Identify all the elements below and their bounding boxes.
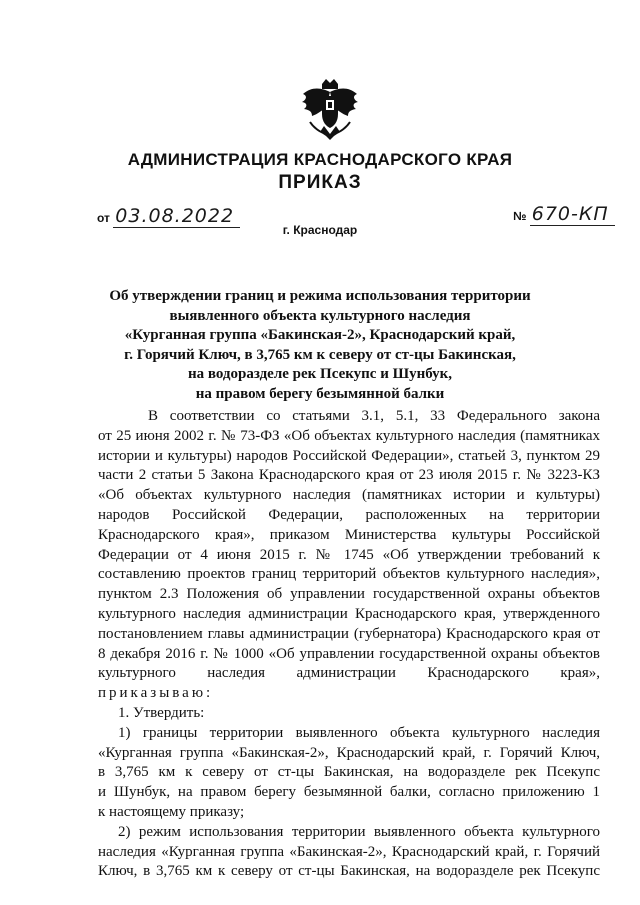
document-body [98,407,600,882]
title-line: выявленного объекта культурного наследия [169,307,471,324]
body-line: Федерации от 4 июня 2015 г. № 1745 «Об утверждении требований к [98,546,600,563]
city: г. Краснодар [282,223,358,237]
body-line: культурного наследия администрации Краснодарского края», [98,665,600,682]
body-line: части 2 статьи 5 Закона Краснодарского края от 23 июля 2015 г. № 3223-КЗ [98,467,600,484]
number-prefix: № [513,209,527,223]
body-line-order-word: приказываю: [98,685,214,702]
body-line: «Курганная группа «Бакинская-2», Краснодарский край, г. Горячий Ключ, [98,744,600,761]
coat-of-arms-icon [300,78,360,140]
body-line: 2) режим использования территории выявленного объекта культурного [118,823,600,840]
body-line: 8 декабря 2016 г. № 1000 «Об управлении государственной охраны объектов [98,645,600,662]
body-line: 1. Утвердить: [118,704,205,721]
organization-name: АДМИНИСТРАЦИЯ КРАСНОДАРСКОГО КРАЯ [127,150,513,169]
title-line: на водоразделе рек Псекупс и Шунбук, [187,366,453,382]
body-line: культурного наследия администрации Краснодарского края, утвержденного [98,605,600,622]
document-type: ПРИКАЗ [278,172,362,193]
body-line: В соответствии со статьями 3.1, 5.1, 33 Федерального закона [148,408,600,424]
body-line: от 25 июня 2002 г. № 73-ФЗ «Об объектах культурного наследия (памятниках [98,427,600,444]
title-line: «Курганная группа «Бакинская-2», Краснодарский край, [124,327,516,343]
body-line: истории и культуры) народов Российской Федерации», статьей 3, пунктом 29 [98,447,600,464]
body-line: Краснодарского края», приказом Министерства культуры Российской [98,526,600,543]
body-line: Ключ, в 3,765 км к северу от ст-цы Бакинская, на водоразделе рек Псекупс [98,863,600,880]
document-title [90,287,550,404]
handwritten-number: 670-КП [530,203,615,226]
body-line: 1) границы территории выявленного объекта культурного наследия [118,724,600,741]
handwritten-date: 03.08.2022 [113,205,240,228]
body-line: к настоящему приказу; [98,803,245,820]
body-line: и Шунбук, на правом берегу безымянной балки, согласно приложению 1 [98,784,600,801]
body-line: наследия «Курганная группа «Бакинская-2», Краснодарский край, г. Горячий [98,843,600,860]
title-line: Об утверждении границ и режима использования территории [109,288,531,304]
body-line: народов Российской Федерации, расположенных на территории [98,506,600,523]
body-line: составлению проектов границ территорий объектов культурного наследия», [98,566,600,583]
date-prefix: от [97,211,110,225]
body-line: «Об объектах культурного наследия (памятниках истории и культуры) [98,487,600,504]
body-line: постановлением главы администрации (губернатора) Краснодарского края от [98,625,600,642]
body-line: в 3,765 км к северу от ст-цы Бакинская, на водоразделе рек Псекупс [98,764,600,781]
title-line: на правом берегу безымянной балки [195,385,445,402]
body-line: пунктом 2.3 Положения об управлении государственной охраны объектов [98,586,600,603]
title-line: г. Горячий Ключ, в 3,765 км к северу от ст-цы Бакинская, [124,346,516,363]
